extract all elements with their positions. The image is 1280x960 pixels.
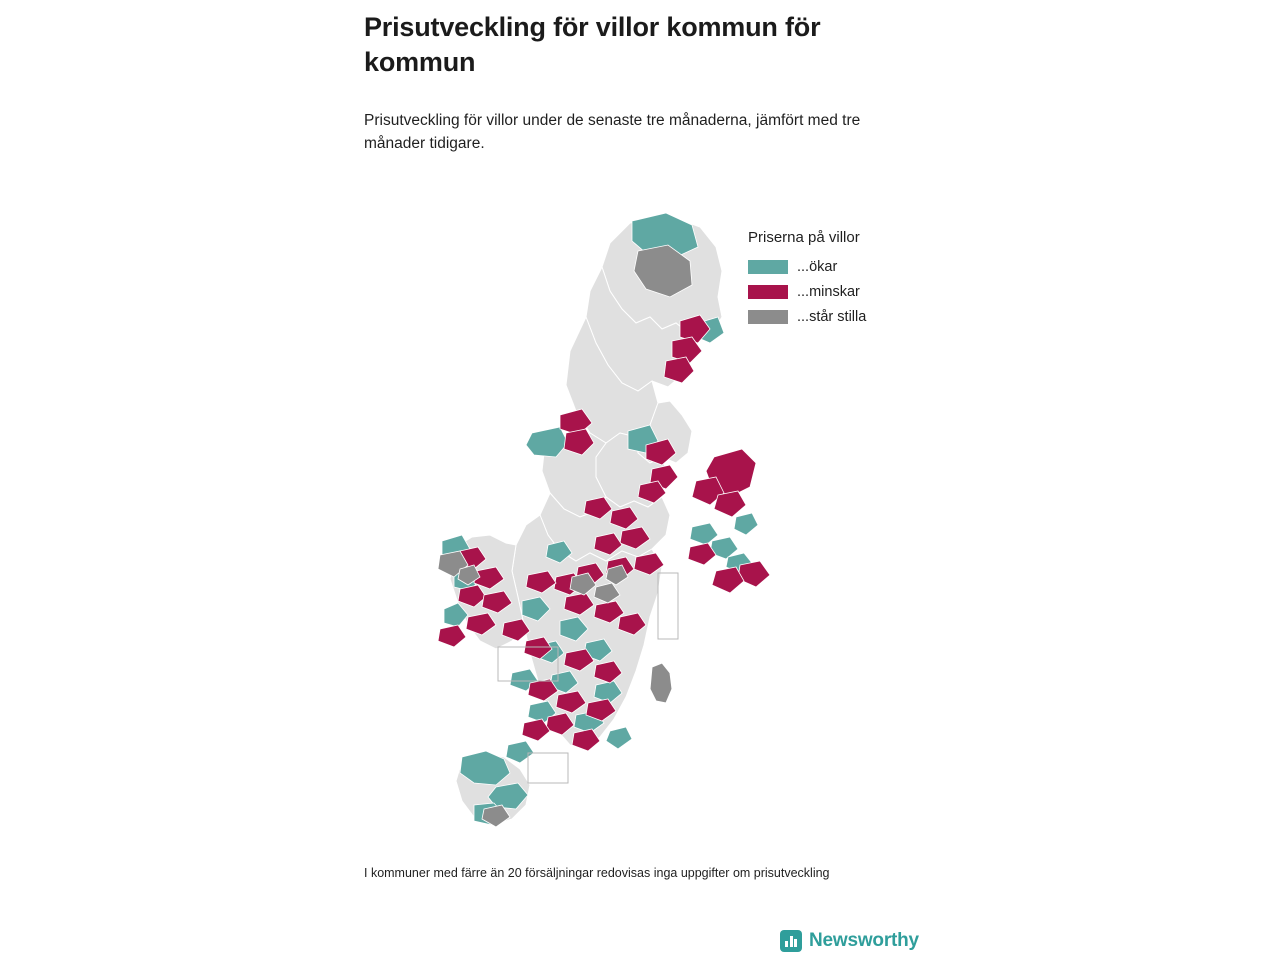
map-svg xyxy=(400,205,800,850)
page-subtitle: Prisutveckling för villor under de senaste tre månaderna, jämfört med tre månader tidigare. xyxy=(364,112,861,152)
municipality-decrease xyxy=(738,561,770,587)
page-title: Prisutveckling för villor kommun för kommun xyxy=(364,12,821,78)
legend-title: Priserna på villor xyxy=(748,229,860,246)
region-gotland-base xyxy=(650,663,672,703)
municipality-decrease xyxy=(438,625,466,647)
legend-label-increase: ...ökar xyxy=(797,258,838,275)
legend-label-flat: ...står stilla xyxy=(797,308,867,325)
municipality-decrease xyxy=(522,719,550,741)
inset-frame-malmo xyxy=(528,753,568,783)
municipality-increase xyxy=(506,741,534,763)
municipality-decrease xyxy=(714,491,746,517)
municipality-increase xyxy=(734,513,758,535)
municipality-increase xyxy=(606,727,632,749)
sweden-choropleth-map xyxy=(400,205,800,850)
brand-name: Newsworthy xyxy=(809,930,919,951)
footnote: I kommuner med färre än 20 försäljningar redovisas inga uppgifter om prisutveckling xyxy=(364,866,830,880)
brand-logo xyxy=(780,928,919,954)
inset-frame-stockholm xyxy=(658,573,678,639)
bar-chart-icon xyxy=(780,930,802,952)
legend-label-decrease: ...minskar xyxy=(797,283,860,300)
